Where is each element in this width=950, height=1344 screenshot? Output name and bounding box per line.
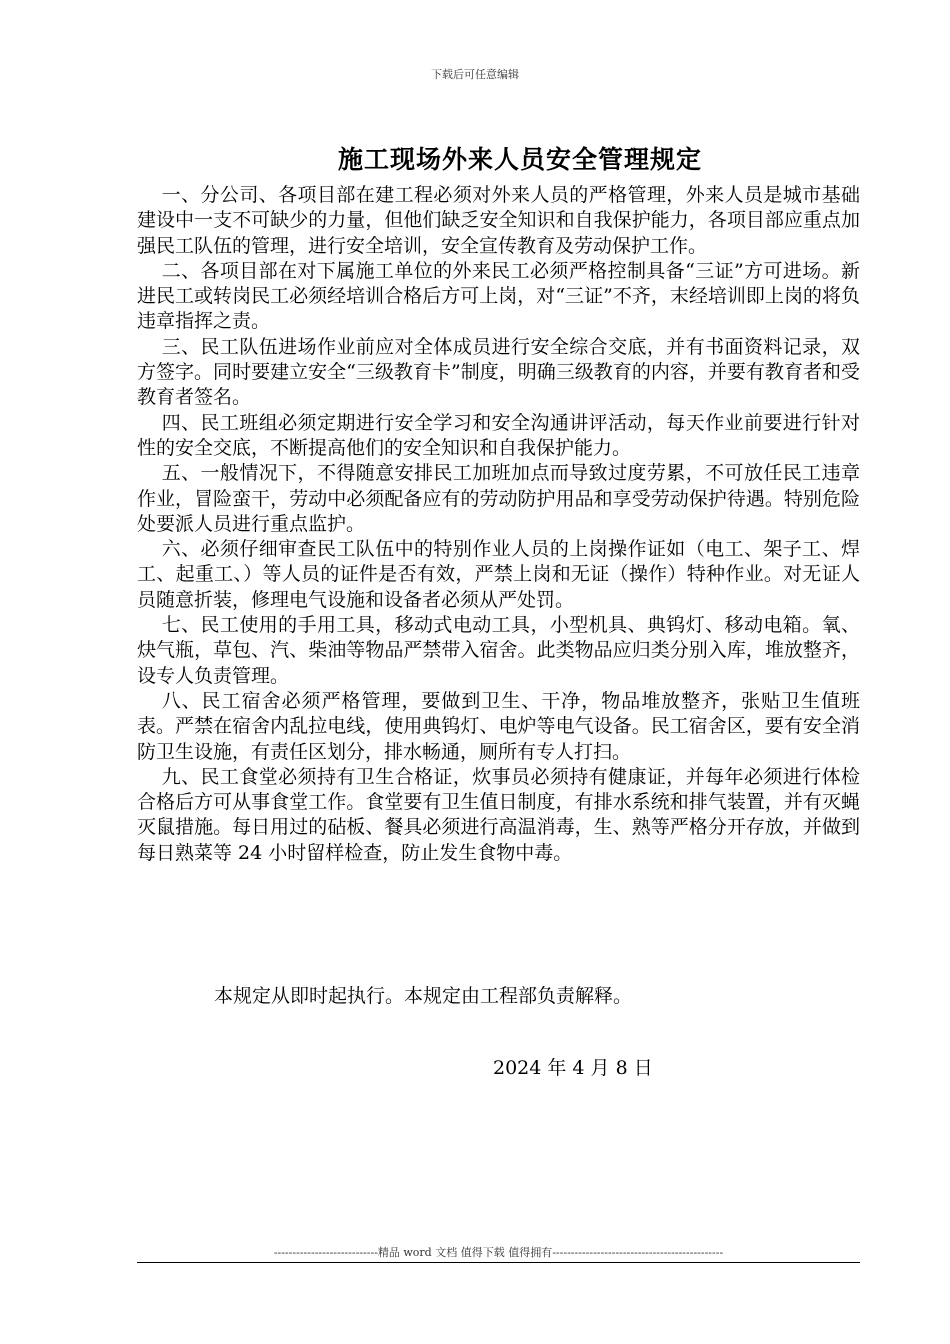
paragraph-7: 七、民工使用的手用工具，移动式电动工具，小型机具、典钨灯、移动电箱。氧、炔气瓶，草包、汽、柴油等物品严禁带入宿舍。此类物品应归类分别入库，堆放整齐，设专人负责管理。 (137, 614, 860, 687)
paragraph-3: 三、民工队伍进场作业前应对全体成员进行安全综合交底，并有书面资料记录，双方签字。同时要建立安全“三级教育卡”制度，明确三级教育的内容，并要有教育者和受教育者签名。 (137, 335, 860, 409)
document-date: 2024 年 4 月 8 日 (493, 1057, 653, 1079)
document-title: 施工现场外来人员安全管理规定 (338, 145, 703, 174)
paragraph-6: 六、必须仔细审查民工队伍中的特别作业人员的上岗操作证如（电工、架子工、焊工、起重工、）等人员的证件是否有效，严禁上岗和无证（操作）特种作业。对无证人员随意折装，修理电气设施和设备者必须从严处罚。 (137, 538, 860, 611)
paragraph-4: 四、民工班组必须定期进行安全学习和安全沟通讲评活动，每天作业前要进行针对性的安全交底，不断提高他们的安全知识和自我保护能力。 (137, 411, 860, 459)
paragraph-1: 一、分公司、各项目部在建工程必须对外来人员的严格管理，外来人员是城市基础建设中一支不可缺少的力量，但他们缺乏安全知识和自我保护能力，各项目部应重点加强民工队伍的管理，进行安全培训，安全宣传教育及劳动保护工作。 (137, 184, 860, 257)
paragraph-5: 五、一般情况下，不得随意安排民工加班加点而导致过度劳累，不可放任民工违章作业，冒险蛮干，劳动中必须配备应有的劳动防护用品和享受劳动保护待遇。特别危险处要派人员进行重点监护。 (137, 462, 860, 535)
document-body (137, 183, 860, 866)
paragraph-8: 八、民工宿舍必须严格管理，要做到卫生、干净，物品堆放整齐，张贴卫生值班表。严禁在宿舍内乱拉电线，使用典钨灯、电炉等电气设备。民工宿舍区，要有安全消防卫生设施，有责任区划分，排水畅通，厕所有专人打扫。 (137, 689, 860, 763)
header-note: 下载后可任意编辑 (431, 68, 519, 81)
footer-text: ----------------------------精品 word 文档 值得下载 值得拥有---------------------------------------------- (273, 1246, 724, 1259)
paragraph-9: 九、民工食堂必须持有卫生合格证，炊事员必须持有健康证，并每年必须进行体检合格后方可从事食堂工作。食堂要有卫生值日制度，有排水系统和排气装置，并有灭蝇灭鼠措施。每日用过的砧板、餐具必须进行高温消毒，生、熟等严格分开存放，并做到每日熟菜等 24 小时留样检查，防止发生食物中毒。 (137, 765, 860, 864)
footer-rule (137, 1262, 860, 1263)
closing-statement: 本规定从即时起执行。本规定由工程部负责解释。 (214, 985, 633, 1007)
paragraph-2: 二、各项目部在对下属施工单位的外来民工必须严格控制具备“三证”方可进场。新进民工或转岗民工必须经培训合格后方可上岗，对“三证”不齐，末经培训即上岗的将负违章指挥之责。 (137, 259, 860, 333)
